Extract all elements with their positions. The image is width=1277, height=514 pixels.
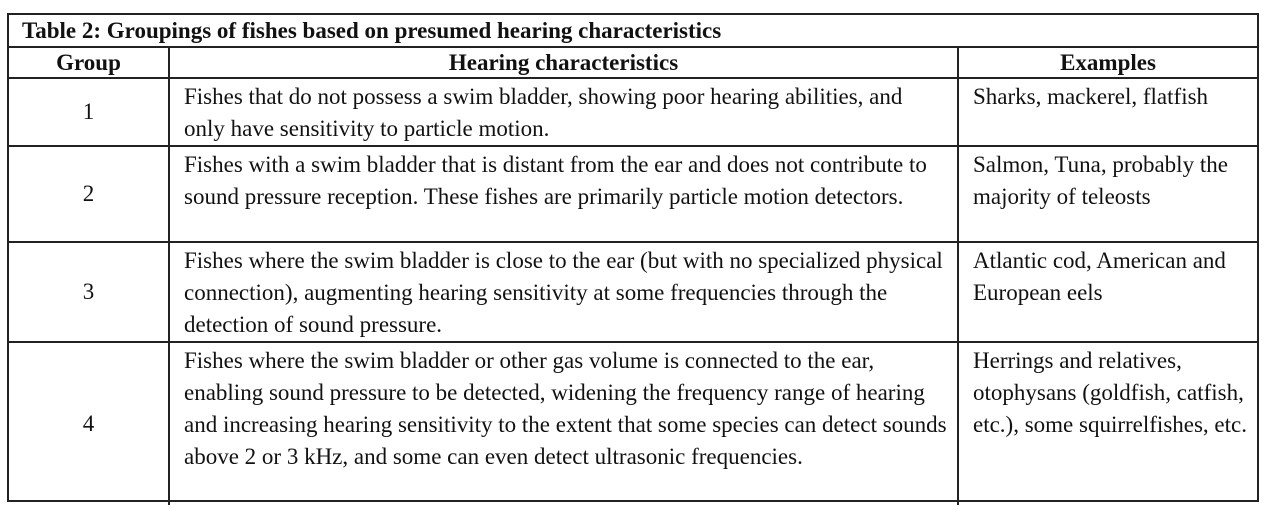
hearing-cell: Fishes that do not possess a swim bladder, showing poor hearing abilities, and only have sensitivity to particle motion. (169, 78, 958, 146)
hearing-groups-table (7, 13, 1259, 502)
table-row (9, 146, 1257, 242)
examples-cell: Herrings and relatives, otophysans (goldfish, catfish, etc.), some squirrelfishes, etc. (973, 348, 1247, 437)
table-row (9, 242, 1257, 342)
table-row (9, 78, 1257, 146)
table-caption: Table 2: Groupings of fishes based on presumed hearing characteristics (9, 15, 1257, 48)
table-row (9, 342, 1257, 505)
group-cell: 3 (9, 242, 169, 342)
header-group: Group (9, 48, 169, 78)
group-cell: 4 (9, 342, 169, 505)
header-row (9, 48, 1257, 78)
header-hearing-characteristics: Hearing characteristics (169, 48, 958, 78)
group-cell: 1 (9, 78, 169, 146)
header-examples: Examples (958, 48, 1257, 78)
group-cell: 2 (9, 146, 169, 242)
examples-cell: Sharks, mackerel, flatfish (958, 78, 1257, 146)
examples-cell: Salmon, Tuna, probably the majority of teleosts (958, 146, 1257, 242)
table-grid (9, 48, 1257, 505)
examples-cell: Atlantic cod, American and European eels (958, 242, 1257, 342)
hearing-cell: Fishes where the swim bladder or other gas volume is connected to the ear, enabling sound pressure to be detected, widening the frequency range of hearing and increasing hearing sensitivity to the extent that some species can detect sounds above 2 or 3 kHz, and some can even detect ultrasonic frequencies. (169, 342, 958, 505)
hearing-cell: Fishes where the swim bladder is close to the ear (but with no specialized physical connection), augmenting hearing sensitivity at some frequencies through the detection of sound pressure. (169, 242, 958, 342)
hearing-cell: Fishes with a swim bladder that is distant from the ear and does not contribute to sound pressure reception. These fishes are primarily particle motion detectors. (169, 146, 958, 242)
